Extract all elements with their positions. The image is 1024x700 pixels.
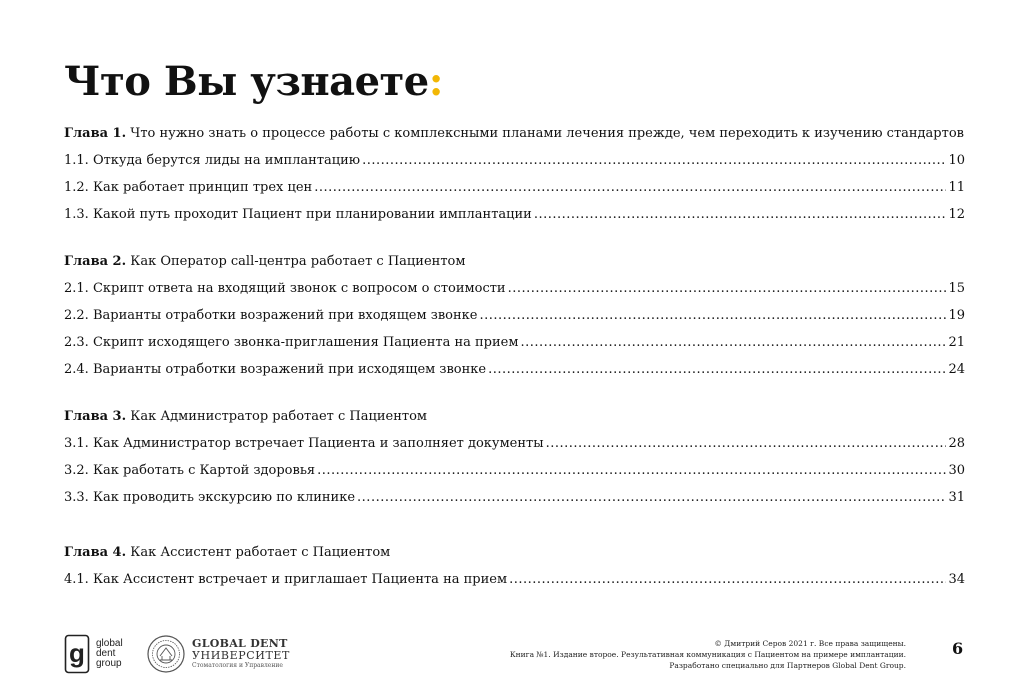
chapter-3 — [64, 407, 965, 507]
toc-dot-leader — [534, 205, 947, 224]
toc-entry-page: 12 — [948, 207, 965, 222]
toc-dot-leader — [509, 570, 946, 589]
toc-entry[interactable] — [64, 178, 965, 197]
chapter-heading — [64, 252, 965, 271]
toc-entry[interactable] — [64, 205, 965, 224]
global-dent-group-logo — [64, 634, 123, 674]
toc-entry-title: 1.3. Какой путь проходит Пациент при планировании имплантации — [64, 207, 532, 222]
toc-entry-title: 2.4. Варианты отработки возражений при исходящем звонке — [64, 362, 487, 377]
chapter-title: Как Администратор работает с Пациентом — [130, 409, 428, 424]
university-name: GLOBAL DENT — [192, 637, 288, 650]
toc-entry-page: 28 — [948, 436, 965, 451]
chapter-heading — [64, 124, 965, 143]
gdg-logo-wordmark — [96, 639, 123, 669]
toc-dot-leader — [357, 488, 946, 507]
page-title-text: Что Вы узнаете — [64, 58, 429, 105]
toc-entry[interactable] — [64, 488, 965, 507]
toc-entry-title: 2.1. Скрипт ответа на входящий звонок с вопросом о стоимости — [64, 281, 506, 296]
toc-entry-title: 4.1. Как Ассистент встречает и приглашает Пациента на прием — [64, 572, 508, 587]
toc-entry-page: 24 — [948, 362, 965, 377]
chapter-1 — [64, 124, 965, 224]
toc-entry[interactable] — [64, 333, 965, 352]
page-title-colon: : — [428, 58, 444, 105]
toc-entry-page: 19 — [948, 308, 965, 323]
toc-dot-leader — [488, 360, 946, 379]
toc-entry[interactable] — [64, 279, 965, 298]
chapter-label: Глава 2. — [64, 254, 127, 269]
toc-entry[interactable] — [64, 151, 965, 170]
chapter-title: Как Ассистент работает с Пациентом — [130, 545, 391, 560]
chapter-label: Глава 3. — [64, 409, 127, 424]
chapter-heading — [64, 543, 965, 562]
page-number: 6 — [952, 639, 964, 658]
gdg-logo-line: global — [96, 638, 123, 649]
table-of-contents — [64, 124, 965, 589]
gdg-logo-line: dent — [96, 648, 116, 659]
copyright-line: Книга №1. Издание второе. Результативная коммуникация с Пациентом на примере имплантации. — [509, 650, 906, 659]
toc-entry-page: 21 — [948, 335, 965, 350]
toc-dot-leader — [317, 461, 946, 480]
toc-dot-leader — [520, 333, 946, 352]
copyright-line: Разработано специально для Партнеров Global Dent Group. — [669, 661, 906, 670]
toc-entry[interactable] — [64, 434, 965, 453]
toc-entry[interactable] — [64, 306, 965, 325]
toc-entry-page: 11 — [948, 180, 965, 195]
toc-entry-page: 31 — [948, 490, 965, 505]
chapter-2 — [64, 252, 965, 379]
university-tagline: Стоматология и Управление — [192, 662, 283, 669]
toc-entry-title: 3.1. Как Администратор встречает Пациента и заполняет документы — [64, 436, 544, 451]
toc-entry-title: 3.3. Как проводить экскурсию по клинике — [64, 490, 356, 505]
gdg-logo-letter: g — [69, 638, 85, 668]
toc-dot-leader — [314, 178, 946, 197]
university-subname: УНИВЕРСИТЕТ — [192, 649, 290, 662]
toc-dot-leader — [546, 434, 947, 453]
copyright-notice — [510, 638, 906, 671]
copyright-line: © Дмитрий Серов 2021 г. Все права защищены. — [714, 639, 906, 648]
chapter-label: Глава 4. — [64, 545, 127, 560]
toc-dot-leader — [479, 306, 946, 325]
toc-entry-page: 30 — [948, 463, 965, 478]
toc-entry-page: 10 — [948, 153, 965, 168]
toc-entry-page: 15 — [948, 281, 965, 296]
toc-dot-leader — [362, 151, 946, 170]
university-wordmark — [192, 638, 290, 670]
chapter-title: Как Оператор call-центра работает с Пациентом — [130, 254, 466, 269]
toc-dot-leader — [508, 279, 947, 298]
toc-entry-title: 2.3. Скрипт исходящего звонка-приглашения Пациента на прием — [64, 335, 519, 350]
toc-entry-title: 1.1. Откуда берутся лиды на имплантацию — [64, 153, 361, 168]
gdg-logo-icon — [64, 634, 90, 674]
page-title — [64, 58, 444, 105]
toc-entry[interactable] — [64, 461, 965, 480]
toc-entry[interactable] — [64, 360, 965, 379]
chapter-4 — [64, 543, 965, 589]
toc-entry-title: 3.2. Как работать с Картой здоровья — [64, 463, 316, 478]
gdg-logo-line: group — [96, 658, 122, 669]
chapter-label: Глава 1. — [64, 126, 127, 141]
toc-entry-title: 1.2. Как работает принцип трех цен — [64, 180, 313, 195]
toc-entry-page: 34 — [948, 572, 965, 587]
chapter-title: Что нужно знать о процессе работы с комплексными планами лечения прежде, чем переходить к изучению стандартов — [130, 126, 964, 141]
global-dent-university-logo — [146, 634, 290, 674]
toc-entry-title: 2.2. Варианты отработки возражений при входящем звонке — [64, 308, 478, 323]
university-seal-icon — [146, 634, 186, 674]
page-footer — [0, 630, 1024, 700]
chapter-heading — [64, 407, 965, 426]
toc-entry[interactable] — [64, 570, 965, 589]
